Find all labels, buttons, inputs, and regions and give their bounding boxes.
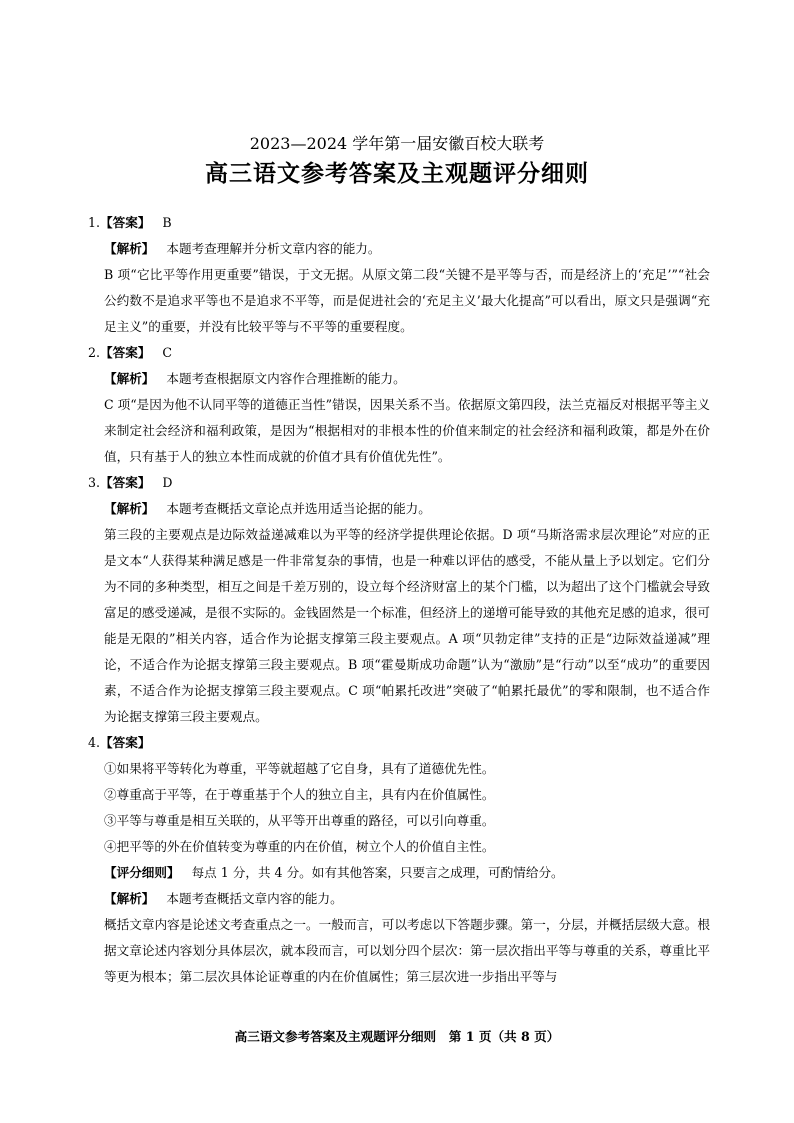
question-4-analysis-lead — [88, 886, 710, 912]
analysis-lead-text: 本题考查概括文章内容的能力。 — [166, 891, 343, 906]
exam-subtitle: 2023—2024 学年第一届安徽百校大联考 — [249, 134, 545, 153]
question-number: 4. — [88, 735, 101, 750]
page-footer: 高三语文参考答案及主观题评分细则 第 1 页（共 8 页） — [234, 1029, 560, 1044]
question-2-analysis-body: C 项“是因为他不认同平等的道德正当性”错误，因果关系不当。依据原文第四段，法兰克福反对根据平等主义来制定社会经济和福利政策，是因为“根据相对的非根本性的价值来制定的社会经济和福利政策，都是外在价值，只有基于人的独立本性而成就的价值才具有价值优先性”。 — [104, 397, 710, 464]
answer-point: ③平等与尊重是相互关联的，从平等开出尊重的路径，可以引向尊重。 — [104, 813, 495, 828]
question-2-answer — [88, 340, 710, 366]
analysis-tag: 【解析】 — [104, 241, 155, 256]
question-number: 2. — [88, 345, 101, 360]
document-title: 高三语文参考答案及主观题评分细则 — [205, 160, 589, 187]
answer-tag: 【答案】 — [100, 215, 151, 230]
question-2-analysis-lead — [88, 366, 710, 392]
answer-tag: 【答案】 — [100, 735, 151, 750]
scoring-text: 每点 1 分，共 4 分。如有其他答案，只要言之成理，可酌情给分。 — [191, 865, 564, 880]
answer-content — [88, 210, 710, 990]
answer-value: B — [162, 215, 172, 230]
answer-value: C — [162, 345, 173, 360]
answer-point: ①如果将平等转化为尊重，平等就超越了它自身，具有了道德优先性。 — [104, 761, 495, 776]
question-4-scoring — [88, 860, 710, 886]
scoring-tag: 【评分细则】 — [104, 865, 180, 880]
question-1-analysis-body: B 项“它比平等作用更重要”错误，于文无据。从原文第二段“关键不是平等与否，而是经济上的‘充足’”“社会公约数不是追求平等也不是追求不平等，而是促进社会的‘充足主义’最大化提高”可以看出，原文只是强调“充足主义”的重要，并没有比较平等与不平等的重要程度。 — [104, 267, 710, 334]
answer-tag: 【答案】 — [100, 345, 151, 360]
analysis-tag: 【解析】 — [104, 891, 155, 906]
analysis-lead-text: 本题考查理解并分析文章内容的能力。 — [166, 241, 381, 256]
analysis-lead-text: 本题考查根据原文内容作合理推断的能力。 — [166, 371, 406, 386]
question-3-analysis-body: 第三段的主要观点是边际效益递减难以为平等的经济学提供理论依据。D 项“马斯洛需求层次理论”对应的正是文本“人获得某种满足感是一件非常复杂的事情，也是一种难以评估的感受，不能从量上予以划定。它们分为不同的多种类型，相互之间是千差万别的，设立每个经济财富上的某个门槛，以为超出了这个门槛就会导致富足的感受递减，是很不实际的。金钱固然是一个标准，但经济上的递增可能导致的其他充足感的追求，很可能是无限的”相关内容，适合作为论据支撑第三段主要观点。A 项“贝勃定律”支持的正是“边际效益递减”理论，不适合作为论据支撑第三段主要观点。B 项“霍曼斯成功命题”认为“激励”是“行动”以至“成功”的重要因素，不适合作为论据支撑第三段主要观点。C 项“帕累托改进”突破了“帕累托最优”的零和限制，也不适合作为论据支撑第三段主要观点。 — [104, 527, 710, 724]
question-1-analysis-lead — [88, 236, 710, 262]
answer-point: ②尊重高于平等，在于尊重基于个人的独立自主，具有内在价值属性。 — [104, 787, 495, 802]
answer-value: D — [162, 475, 173, 490]
question-3-analysis-lead — [88, 496, 710, 522]
answer-tag: 【答案】 — [100, 475, 151, 490]
question-3-answer — [88, 470, 710, 496]
analysis-tag: 【解析】 — [104, 371, 155, 386]
question-number: 1. — [88, 215, 101, 230]
question-4-analysis-body: 概括文章内容是论述文考查重点之一。一般而言，可以考虑以下答题步骤。第一，分层，并概括层级大意。根据文章论述内容划分具体层次，就本段而言，可以划分四个层次：第一层次指出平等与尊重的关系，尊重比平等更为根本；第二层次具体论证尊重的内在价值属性；第三层次进一步指出平等与 — [104, 917, 710, 984]
answer-point: ④把平等的外在价值转变为尊重的内在价值，树立个人的价值自主性。 — [104, 839, 495, 854]
question-4-answer — [88, 730, 710, 756]
question-number: 3. — [88, 475, 101, 490]
document-header — [0, 133, 794, 190]
analysis-lead-text: 本题考查概括文章论点并选用适当论据的能力。 — [166, 501, 431, 516]
analysis-tag: 【解析】 — [104, 501, 155, 516]
question-1-answer — [88, 210, 710, 236]
